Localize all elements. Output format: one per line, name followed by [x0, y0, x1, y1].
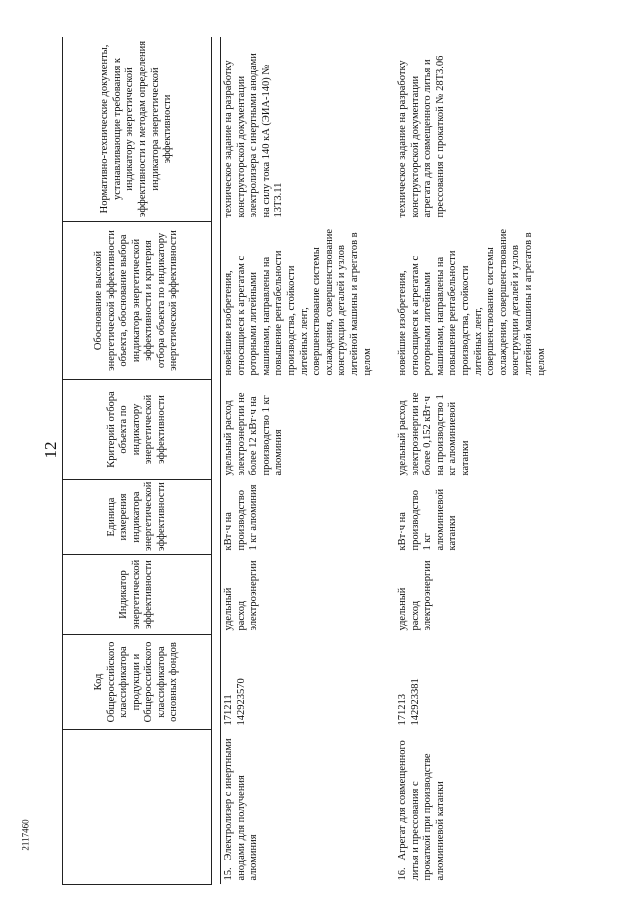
row-criterion: удельный расход электроэнергии не более 12 кВт·ч на производство 1 кг алюминия — [223, 392, 285, 476]
header-criterion: Критерий отбора объекта по индикатору энергетической эффективности — [63, 380, 212, 480]
row-documents: техническое задание на разработку конструкторской документации электролизера с инертными анодами на силу тока 140 кА (ЭИА-140) № 13Т3.11 — [223, 53, 285, 218]
header-separator — [212, 37, 221, 885]
header-indicator: Индикатор энергетической эффективности — [63, 555, 212, 635]
energy-efficiency-table — [62, 37, 569, 885]
row-number: 16. — [397, 867, 408, 881]
row-number: 15. — [223, 867, 234, 881]
row-criterion: удельный расход электроэнергии не более 0,152 кВт·ч на производство 1 кг алюминиевой катанки — [397, 392, 471, 476]
header-name — [63, 730, 212, 885]
header-code: Код Общероссийского классификатора продукции и Общероссийского классификатора основных фондов — [63, 635, 212, 730]
row-indicator: удельный расход электроэнергии — [223, 560, 260, 631]
document-code: 2117460 — [20, 819, 31, 851]
row-justification: новейшие изобретения, относящиеся к агрегатам с роторными литейными машинами, направлены на повышение рентабельности производства, стойкости литейных лент, совершенствование системы охлаждения, совершенствование конструкции деталей и узлов литейной машины и агрегатов в целом — [223, 228, 373, 376]
header-row — [63, 37, 212, 885]
header-justification: Обоснование высокой энергетической эффективности объекта, обоснование выбора индикатора энергетической эффективности и критерия отбора объекта по индикатору энергетической эффективности — [63, 222, 212, 380]
rotated-table-container — [62, 37, 622, 885]
page-number: 12 — [41, 441, 60, 459]
table-row — [395, 37, 569, 885]
header-unit: Единица измерения индикатора энергетической эффективности — [63, 480, 212, 555]
row-name: Электролизер с инертными анодами для получения алюминия — [223, 738, 260, 881]
table-row — [221, 37, 396, 885]
row-code: 171211 142923570 — [223, 678, 247, 726]
table-area — [62, 37, 622, 885]
row-name-cell — [221, 730, 396, 885]
row-indicator: удельный расход электроэнергии — [397, 560, 434, 631]
header-documents: Нормативно-технические документы, устанавливающие требования к индикатору энергетической эффективности и методам определения индикатора энергетической эффективности — [63, 37, 212, 222]
row-documents: техническое задание на разработку конструкторской документации агрегата для совмещенного литья и прессования с прокаткой № 28Т3.06 — [397, 55, 446, 218]
row-name-cell — [395, 730, 569, 885]
row-name: Агрегат для совмещенного литья и прессования с прокаткой при производстве алюминиевой катанки — [397, 740, 446, 881]
row-code: 171213 142923381 — [397, 678, 421, 726]
row-unit: кВт·ч на производство 1 кг алюминия — [223, 484, 260, 551]
row-unit: кВт·ч на производство 1 кг алюминиевой катанки — [397, 488, 459, 551]
row-justification: новейшие изобретения, относящиеся к агрегатам с роторными литейными машинами, направлены на повышение рентабельности производства, стойкости литейных лент, совершенствование системы охлаждения, совершенствование конструкции деталей и узлов литейной машины и агрегатов в целом — [397, 228, 547, 376]
